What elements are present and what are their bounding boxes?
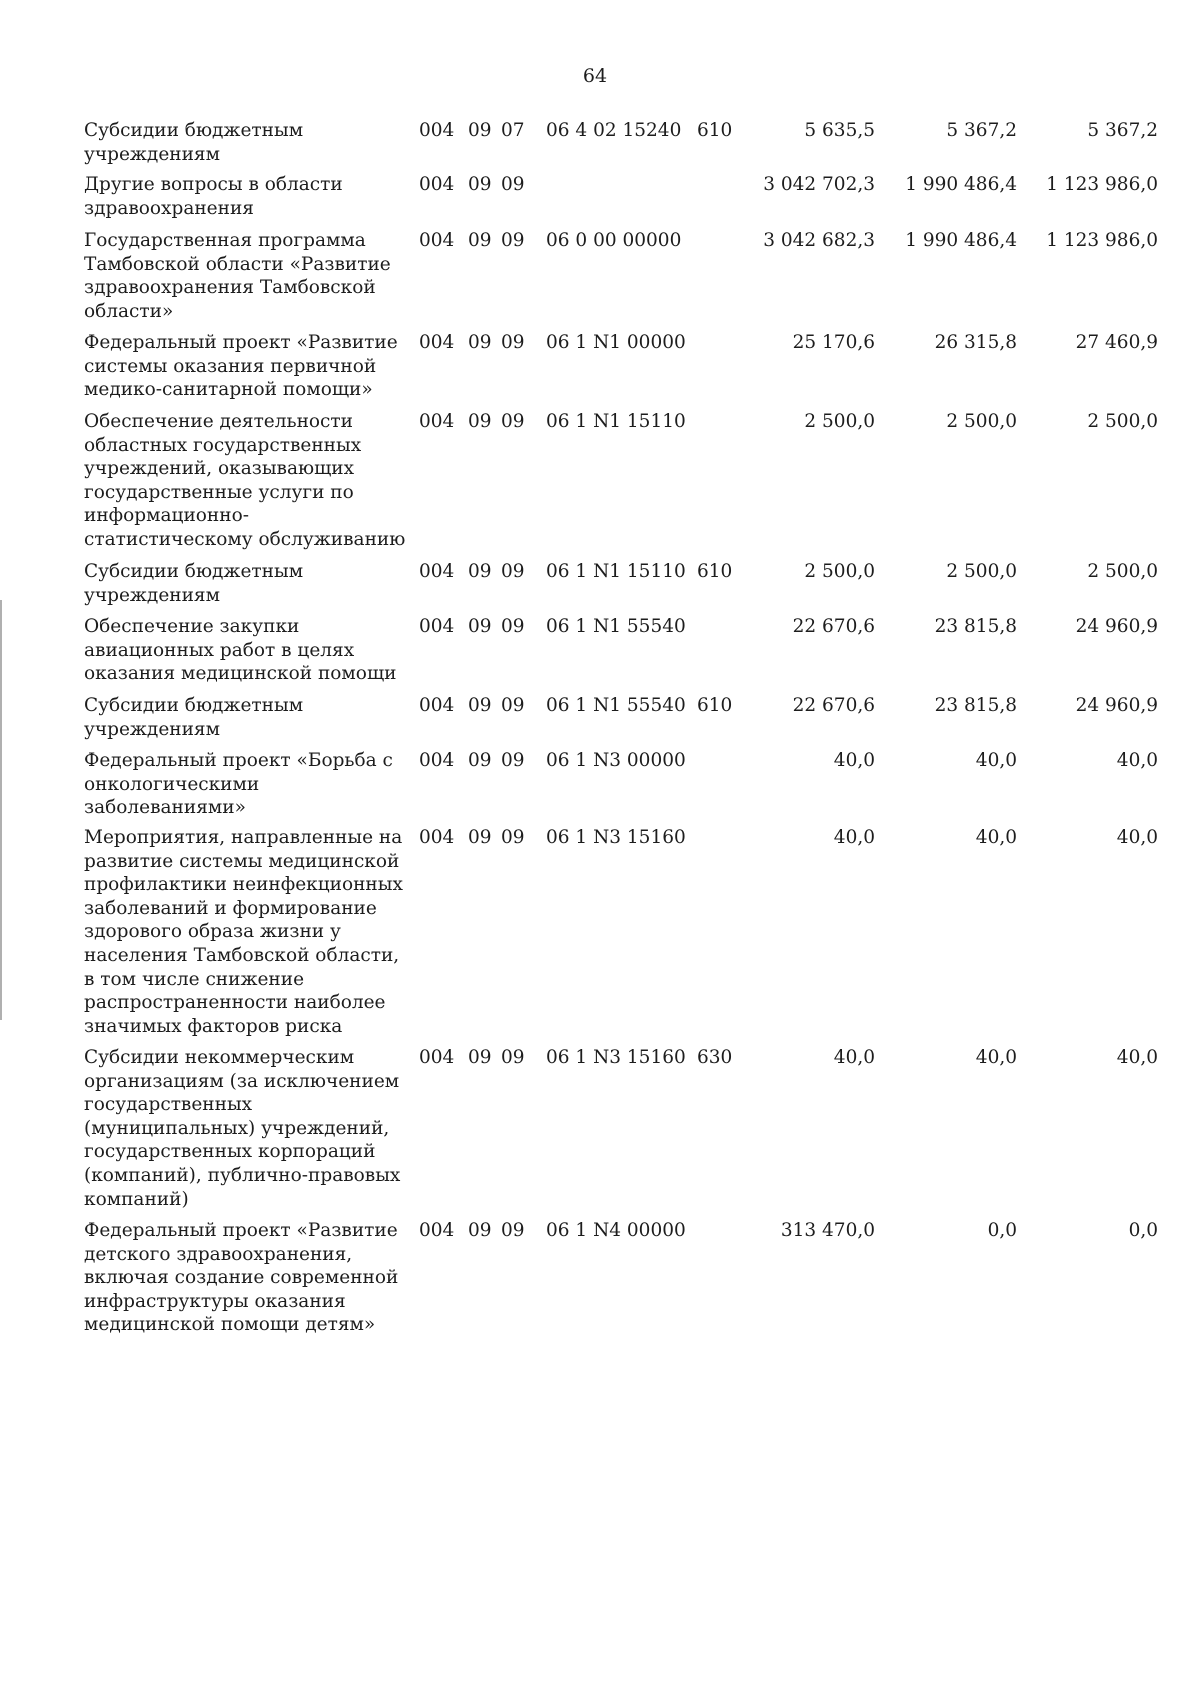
expense-type-code: 610 — [697, 695, 733, 716]
subsection-code: 09 — [501, 1047, 525, 1068]
section-code: 09 — [468, 174, 492, 195]
admin-code: 004 — [419, 120, 455, 141]
amount-year-2: 1 990 486,4 — [905, 174, 1017, 195]
amount-year-3: 40,0 — [1116, 827, 1158, 848]
admin-code: 004 — [419, 616, 455, 637]
admin-code: 004 — [419, 1047, 455, 1068]
subsection-code: 09 — [501, 695, 525, 716]
amount-year-1: 3 042 702,3 — [763, 174, 875, 195]
admin-code: 004 — [419, 174, 455, 195]
amount-year-2: 40,0 — [975, 1047, 1017, 1068]
amount-year-1: 2 500,0 — [804, 411, 875, 432]
row-name: Обеспечение закупки авиационных работ в целях оказания медицинской помощи — [84, 616, 397, 685]
row-name: Субсидии бюджетным учреждениям — [84, 120, 304, 165]
amount-year-1: 3 042 682,3 — [763, 230, 875, 251]
scan-edge — [0, 600, 2, 1020]
expense-type-code: 610 — [697, 561, 733, 582]
expense-type-code: 610 — [697, 120, 733, 141]
subsection-code: 09 — [501, 750, 525, 771]
target-article-code: 06 0 00 00000 — [546, 230, 682, 251]
amount-year-3: 5 367,2 — [1087, 120, 1158, 141]
admin-code: 004 — [419, 1220, 455, 1241]
target-article-code: 06 1 N1 15110 — [546, 411, 686, 432]
section-code: 09 — [468, 616, 492, 637]
subsection-code: 09 — [501, 561, 525, 582]
admin-code: 004 — [419, 827, 455, 848]
target-article-code: 06 1 N4 00000 — [546, 1220, 686, 1241]
subsection-code: 07 — [501, 120, 525, 141]
admin-code: 004 — [419, 332, 455, 353]
row-name: Субсидии бюджетным учреждениям — [84, 561, 304, 606]
amount-year-3: 1 123 986,0 — [1046, 174, 1158, 195]
amount-year-2: 40,0 — [975, 750, 1017, 771]
amount-year-2: 23 815,8 — [934, 616, 1017, 637]
section-code: 09 — [468, 695, 492, 716]
subsection-code: 09 — [501, 616, 525, 637]
row-name: Другие вопросы в области здравоохранения — [84, 174, 343, 219]
amount-year-1: 40,0 — [833, 750, 875, 771]
amount-year-1: 2 500,0 — [804, 561, 875, 582]
target-article-code: 06 1 N3 15160 — [546, 1047, 686, 1068]
amount-year-2: 0,0 — [987, 1220, 1017, 1241]
amount-year-1: 5 635,5 — [804, 120, 875, 141]
target-article-code: 06 1 N3 15160 — [546, 827, 686, 848]
subsection-code: 09 — [501, 174, 525, 195]
subsection-code: 09 — [501, 230, 525, 251]
amount-year-1: 22 670,6 — [792, 616, 875, 637]
target-article-code: 06 1 N1 15110 — [546, 561, 686, 582]
row-name: Федеральный проект «Развитие детского здравоохранения, включая создание современной инфраструктуры оказания медицинской помощи детям» — [84, 1220, 399, 1336]
section-code: 09 — [468, 332, 492, 353]
amount-year-3: 2 500,0 — [1087, 561, 1158, 582]
subsection-code: 09 — [501, 411, 525, 432]
amount-year-2: 5 367,2 — [946, 120, 1017, 141]
amount-year-3: 40,0 — [1116, 1047, 1158, 1068]
amount-year-1: 313 470,0 — [780, 1220, 875, 1241]
amount-year-3: 24 960,9 — [1075, 695, 1158, 716]
admin-code: 004 — [419, 695, 455, 716]
subsection-code: 09 — [501, 1220, 525, 1241]
row-name: Федеральный проект «Борьба с онкологическими заболеваниями» — [84, 750, 393, 819]
amount-year-1: 22 670,6 — [792, 695, 875, 716]
amount-year-1: 40,0 — [833, 827, 875, 848]
amount-year-2: 2 500,0 — [946, 561, 1017, 582]
page-number: 64 — [582, 65, 608, 87]
row-name: Субсидии некоммерческим организациям (за исключением государственных (муниципальных) учреждений, государственных корпораций (компаний), публично-правовых компаний) — [84, 1047, 401, 1210]
section-code: 09 — [468, 750, 492, 771]
target-article-code: 06 1 N1 55540 — [546, 695, 686, 716]
amount-year-3: 40,0 — [1116, 750, 1158, 771]
expense-type-code: 630 — [697, 1047, 733, 1068]
section-code: 09 — [468, 230, 492, 251]
row-name: Федеральный проект «Развитие системы оказания первичной медико-санитарной помощи» — [84, 332, 398, 401]
admin-code: 004 — [419, 561, 455, 582]
row-name: Мероприятия, направленные на развитие системы медицинской профилактики неинфекционных заболеваний и формирование здорового образа жизни у населения Тамбовской области, в том числе снижение распространенности наиболее значимых факторов риска — [84, 827, 403, 1037]
admin-code: 004 — [419, 230, 455, 251]
row-name: Обеспечение деятельности областных государственных учреждений, оказывающих государственные услуги по информационно-статистическому обслуживанию — [84, 411, 406, 550]
amount-year-3: 2 500,0 — [1087, 411, 1158, 432]
amount-year-3: 0,0 — [1128, 1220, 1158, 1241]
target-article-code: 06 1 N1 55540 — [546, 616, 686, 637]
target-article-code: 06 1 N3 00000 — [546, 750, 686, 771]
amount-year-2: 23 815,8 — [934, 695, 1017, 716]
section-code: 09 — [468, 1220, 492, 1241]
amount-year-3: 27 460,9 — [1075, 332, 1158, 353]
section-code: 09 — [468, 120, 492, 141]
subsection-code: 09 — [501, 827, 525, 848]
section-code: 09 — [468, 1047, 492, 1068]
amount-year-1: 25 170,6 — [792, 332, 875, 353]
amount-year-1: 40,0 — [833, 1047, 875, 1068]
section-code: 09 — [468, 561, 492, 582]
section-code: 09 — [468, 827, 492, 848]
amount-year-3: 24 960,9 — [1075, 616, 1158, 637]
amount-year-2: 2 500,0 — [946, 411, 1017, 432]
admin-code: 004 — [419, 411, 455, 432]
admin-code: 004 — [419, 750, 455, 771]
section-code: 09 — [468, 411, 492, 432]
target-article-code: 06 4 02 15240 — [546, 120, 682, 141]
row-name: Субсидии бюджетным учреждениям — [84, 695, 304, 740]
amount-year-3: 1 123 986,0 — [1046, 230, 1158, 251]
amount-year-2: 40,0 — [975, 827, 1017, 848]
row-name: Государственная программа Тамбовской области «Развитие здравоохранения Тамбовской области» — [84, 230, 391, 322]
amount-year-2: 1 990 486,4 — [905, 230, 1017, 251]
amount-year-2: 26 315,8 — [934, 332, 1017, 353]
target-article-code: 06 1 N1 00000 — [546, 332, 686, 353]
subsection-code: 09 — [501, 332, 525, 353]
